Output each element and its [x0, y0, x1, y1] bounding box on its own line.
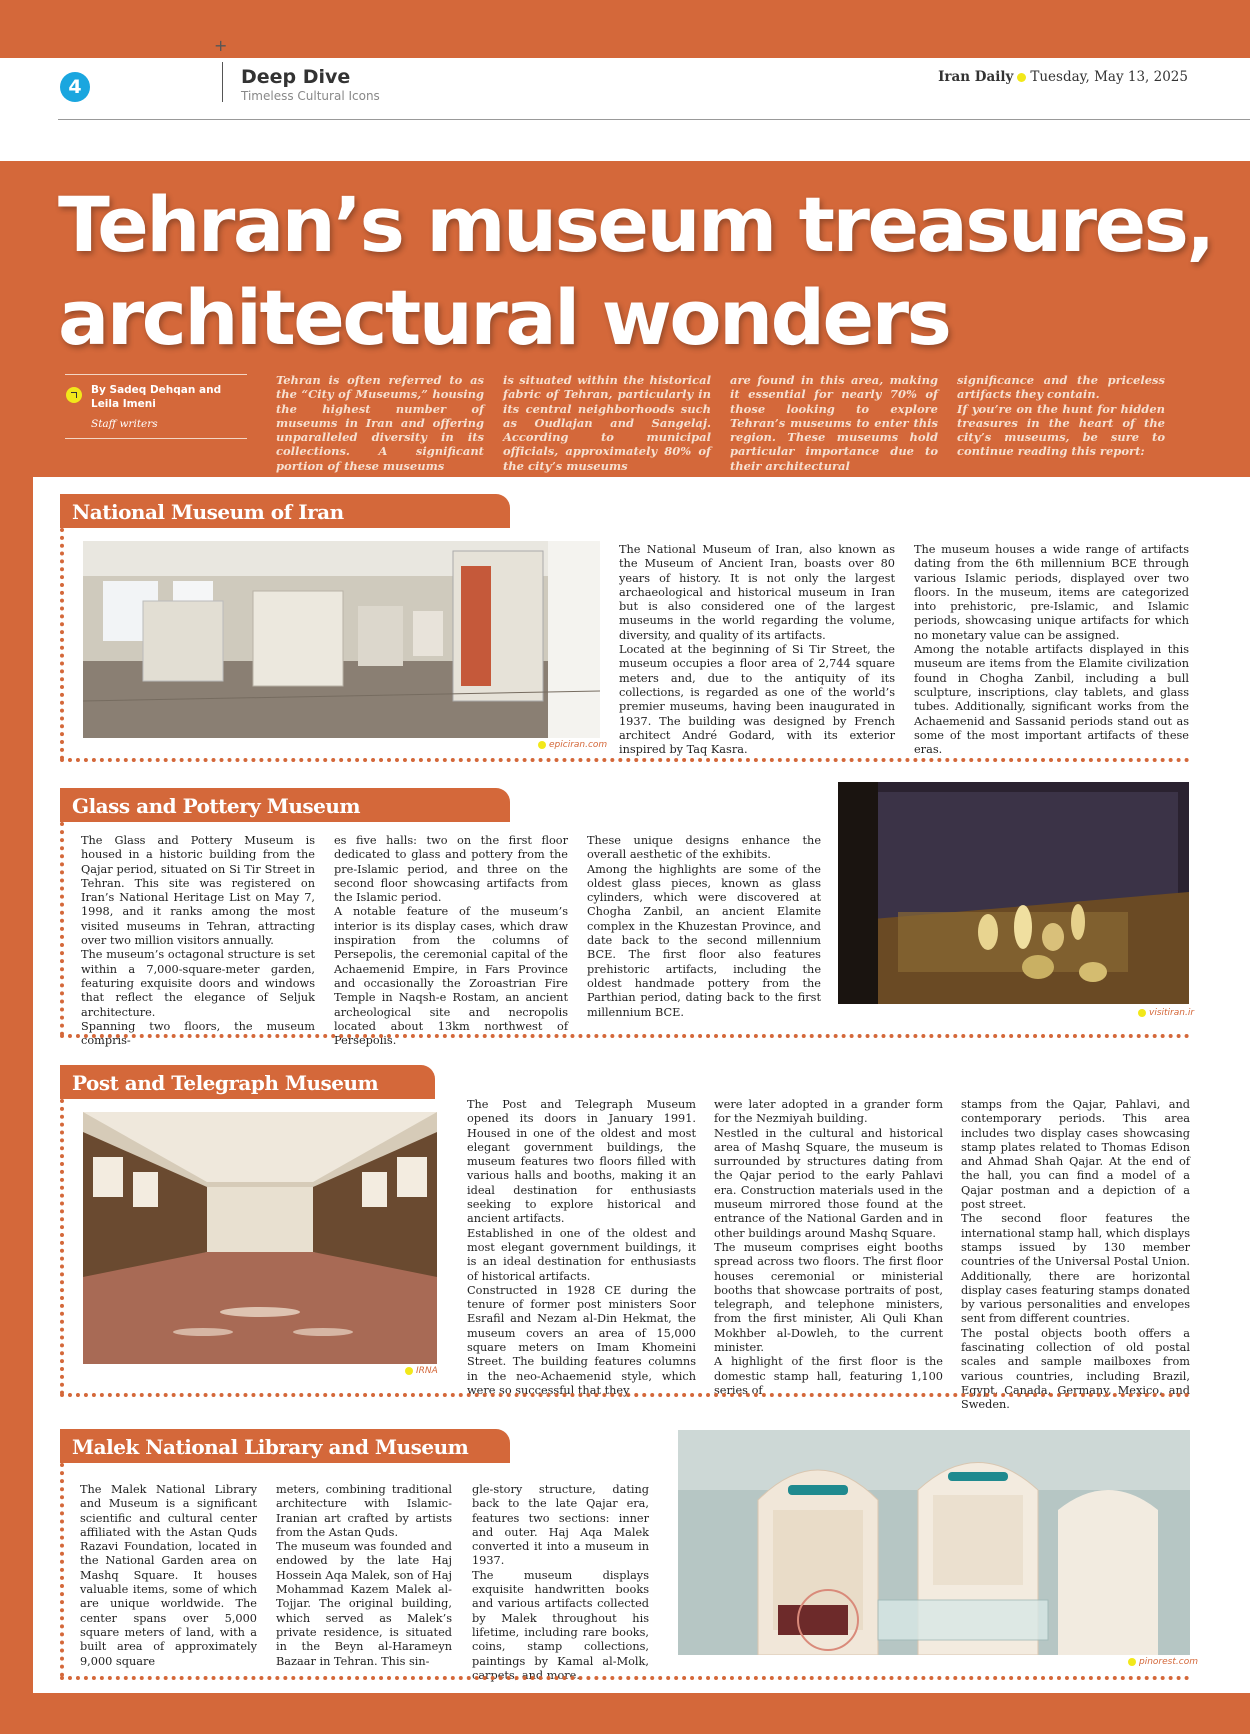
- paragraph: The museum was founded and endowed by the late Haj Hossein Aqa Malek, son of Haj Mohammad Kazem Malek al-Tojjar. The original building, which served as Malek’s private residence, is situated in the Beyn al-Harameyn Bazaar in Tehran. This sin-: [276, 1540, 452, 1668]
- post-museum-column-1: [467, 1098, 696, 1398]
- paragraph: These unique designs enhance the overall aesthetic of the exhibits.: [587, 834, 821, 862]
- masthead-info: [938, 69, 1188, 85]
- section-tab-national-museum: National Museum of Iran: [60, 494, 510, 528]
- bullet-dot-icon: [1017, 73, 1026, 82]
- dotted-border-left: [60, 822, 64, 1036]
- paragraph: meters, combining traditional architecture with Islamic-Iranian art crafted by artists from the Astan Quds.: [276, 1483, 452, 1539]
- glass-museum-column-2: [334, 834, 568, 1048]
- paragraph: Among the highlights are some of the oldest glass pieces, known as glass cylinders, which were discovered at Chogha Zanbil, an ancient Elamite complex in the Khuzestan Province, and date back to the second millennium BCE. The first floor also features prehistoric artifacts, including the oldest handmade pottery from the Parthian period, dating back to the first millennium BCE.: [587, 862, 821, 1019]
- byline-rule-bottom: [65, 438, 247, 439]
- photo-credit: [538, 740, 607, 750]
- paragraph: The museum displays exquisite handwritten books and various artifacts collected by Malek throughout his lifetime, including rare books, coins, stamp collections, paintings by Kamal al-Molk, carpets, and more.: [472, 1568, 649, 1682]
- post-museum-column-3: [961, 1098, 1190, 1413]
- glass-museum-column-1: [81, 834, 315, 1048]
- author-role: Staff writers: [91, 418, 158, 430]
- paragraph: Located at the beginning of Si Tir Street, the museum occupies a floor area of 2,744 square meters and, due to the antiquity of its collections, is regarded as one of the world’s premier museums, having been inaugurated in 1937. The building was designed by French architect André Godard, with its exterior inspired by Taq Kasra.: [619, 643, 895, 757]
- page-number-badge: 4: [60, 72, 90, 102]
- paragraph: Spanning two floors, the museum compris-: [81, 1019, 315, 1048]
- paragraph: The Malek National Library and Museum is a significant scientific and cultural center affiliated with the Astan Quds Razavi Foundation, located in the National Garden area on Mashq Square. It houses valuable items, some of which are unique worldwide. The center spans over 5,000 square meters of land, with a built area of approximately 9,000 square: [80, 1483, 257, 1668]
- post-telegraph-photo: [83, 1112, 437, 1364]
- dotted-border-left: [60, 1463, 64, 1677]
- paragraph: The Glass and Pottery Museum is housed in a historic building from the Qajar period, situated on Si Tir Street in Tehran. This site was registered on Iran’s National Heritage List on May 7, 1998, and it ranks among the most visited museums in Tehran, attracting over two million visitors annually.: [81, 834, 315, 948]
- paper-name: Iran Daily: [938, 69, 1014, 85]
- author-arrow-icon: [66, 387, 82, 403]
- paragraph: Constructed in 1928 CE during the tenure of former post ministers Soor Esrafil and Nezam al-Din Hekmat, the museum covers an area of 15,000 square meters on Imam Khomeini Street. The building features columns in the neo-Achaemenid style, which were so successful that they: [467, 1283, 696, 1397]
- dotted-divider: [60, 1034, 1190, 1038]
- paragraph: gle-story structure, dating back to the late Qajar era, features two sections: inner and outer. Haj Aqa Malek converted it into a museum in 1937.: [472, 1483, 649, 1568]
- credit-dot-icon: [538, 741, 546, 749]
- paragraph: Nestled in the cultural and historical area of Mashq Square, the museum is surrounded by structures dating from the Qajar period to the early Pahlavi era. Construction materials used in the museum mirrored those found at the entrance of the National Garden and in other buildings around Mashq Square.: [714, 1126, 943, 1240]
- headline: Tehran’s museum treasures, architectural wonders: [58, 180, 1213, 362]
- paragraph: Established in one of the oldest and most elegant government buildings, it is an ideal destination for enthusiasts of historical artifacts.: [467, 1226, 696, 1283]
- photo-credit: [1128, 1657, 1198, 1667]
- dotted-divider: [60, 1393, 1190, 1397]
- dotted-border-left: [60, 528, 64, 760]
- dotted-divider: [60, 1676, 1190, 1680]
- byline: [65, 374, 247, 439]
- dotted-divider: [60, 758, 1190, 762]
- paragraph: es five halls: two on the first floor dedicated to glass and pottery from the pre-Islamic period, and three on the second floor showcasing artifacts from the Islamic period.: [334, 834, 568, 905]
- malek-column-1: [80, 1483, 257, 1669]
- post-museum-column-2: [714, 1098, 943, 1398]
- crop-mark-icon: +: [214, 36, 228, 55]
- national-museum-column-1: [619, 543, 895, 757]
- intro-column-3: are found in this area, making it essential for nearly 70% of those looking to explore Tehran’s museums to enter this region. These museums hold particular importance due to their architectural: [730, 373, 938, 473]
- intro-column-2: is situated within the historical fabric of Tehran, particularly in its central neighborhoods such as Oudlajan and Sangelaj. According to municipal officials, approximately 80% of the city’s museums: [503, 373, 711, 473]
- section-subtitle: Timeless Cultural Icons: [241, 89, 380, 103]
- author-names: By Sadeq Dehqan and Leila Imeni: [91, 384, 222, 410]
- photo-credit-text: visitiran.ir: [1149, 1008, 1195, 1018]
- paragraph: stamps from the Qajar, Pahlavi, and contemporary periods. This area includes two display cases showcasing stamp plates related to Thomas Edison and Ahmad Shah Qajar. At the end of the hall, you can find a model of a Qajar postman and a depiction of a post street.: [961, 1098, 1190, 1212]
- photo-credit: [1138, 1008, 1194, 1018]
- section-title: Deep Dive: [241, 66, 351, 88]
- section-tab-glass-pottery: Glass and Pottery Museum: [60, 788, 510, 822]
- issue-date: Tuesday, May 13, 2025: [1030, 69, 1188, 85]
- malek-museum-photo: [678, 1430, 1190, 1655]
- photo-credit-text: IRNA: [416, 1366, 438, 1376]
- section-tab-malek-library: Malek National Library and Museum: [60, 1429, 510, 1463]
- paragraph: were later adopted in a grander form for the Nezmiyah building.: [714, 1098, 943, 1126]
- intro-column-1: Tehran is often referred to as the “City of Museums,” housing the highest number of museums in Iran and offering unparalleled diversity in its collections. A significant portion of these museums: [276, 373, 484, 473]
- section-tab-post-telegraph: Post and Telegraph Museum: [60, 1065, 435, 1099]
- paragraph: The Post and Telegraph Museum opened its doors in January 1991. Housed in one of the oldest and most elegant government buildings, the museum features two floors filled with various halls and booths, making it an ideal destination for enthusiasts seeking to explore historical and ancient artifacts.: [467, 1098, 696, 1226]
- intro-column-4: significance and the priceless artifacts they contain. If you’re on the hunt for hidden treasures in the heart of the city’s museums, be sure to continue reading this report:: [957, 373, 1165, 459]
- malek-column-2: [276, 1483, 452, 1669]
- credit-dot-icon: [1138, 1009, 1146, 1017]
- paragraph: The museum houses a wide range of artifacts dating from the 6th millennium BCE through various Islamic periods, displayed over two floors. In the museum, items are categorized into prehistoric, pre-Islamic, and Islamic periods, showcasing unique artifacts for which no monetary value can be assigned.: [914, 543, 1189, 642]
- national-museum-photo: [83, 541, 600, 738]
- paragraph: The museum comprises eight booths spread across two floors. The first floor houses ceremonial or ministerial booths that showcase portraits of post, telegraph, and telephone ministers, from the first minister, Ali Quli Khan Mokhber al-Dowleh, to the current minister.: [714, 1240, 943, 1355]
- header-divider: [222, 62, 223, 102]
- header-rule: [58, 119, 1250, 120]
- paragraph: A highlight of the first floor is the domestic stamp hall, featuring 1,100 series of: [714, 1355, 943, 1397]
- paragraph: The museum’s octagonal structure is set within a 7,000-square-meter garden, featuring exquisite doors and windows that reflect the elegance of Seljuk architecture.: [81, 948, 315, 1019]
- dotted-border-left: [60, 1099, 64, 1395]
- paragraph: The National Museum of Iran, also known as the Museum of Ancient Iran, boasts over 80 years of history. It is not only the largest archaeological and historical museum in Iran but is also considered one of the largest museums in the world regarding the volume, diversity, and quality of its artifacts.: [619, 543, 895, 642]
- photo-credit-text: epiciran.com: [549, 740, 608, 750]
- malek-column-3: [472, 1483, 649, 1683]
- paragraph: A notable feature of the museum’s interior is its display cases, which draw inspiration from the columns of Persepolis, the ceremonial capital of the Achaemenid Empire, in Fars Province and occasionally the Zoroastrian Fire Temple in Naqsh-e Rostam, an ancient archeological site and necropolis located about 13km northwest of Persepolis.: [334, 905, 568, 1048]
- glass-museum-column-3: [587, 834, 821, 1020]
- credit-dot-icon: [1128, 1658, 1136, 1666]
- paragraph: Among the notable artifacts displayed in this museum are items from the Elamite civilization found in Chogha Zanbil, including a bull sculpture, inscriptions, clay tablets, and glass tubes. Additionally, significant works from the Achaemenid and Sassanid periods stand out as some of the most important artifacts of these eras.: [914, 643, 1189, 757]
- glass-pottery-photo: [838, 782, 1189, 1004]
- paragraph: The second floor features the international stamp hall, which displays stamps issued by 130 member countries of the Universal Postal Union. Additionally, there are horizontal display cases featuring stamps donated by various personalities and envelopes sent from different countries.: [961, 1212, 1190, 1326]
- photo-credit: [405, 1366, 438, 1376]
- paragraph: The postal objects booth offers a fascinating collection of old postal scales and sample mailboxes from various countries, including Brazil, Egypt, Canada, Germany, Mexico, and Sweden.: [961, 1326, 1190, 1412]
- national-museum-column-2: [914, 543, 1189, 757]
- photo-credit-text: pinorest.com: [1139, 1657, 1198, 1667]
- credit-dot-icon: [405, 1367, 413, 1375]
- top-color-band: [0, 0, 1250, 58]
